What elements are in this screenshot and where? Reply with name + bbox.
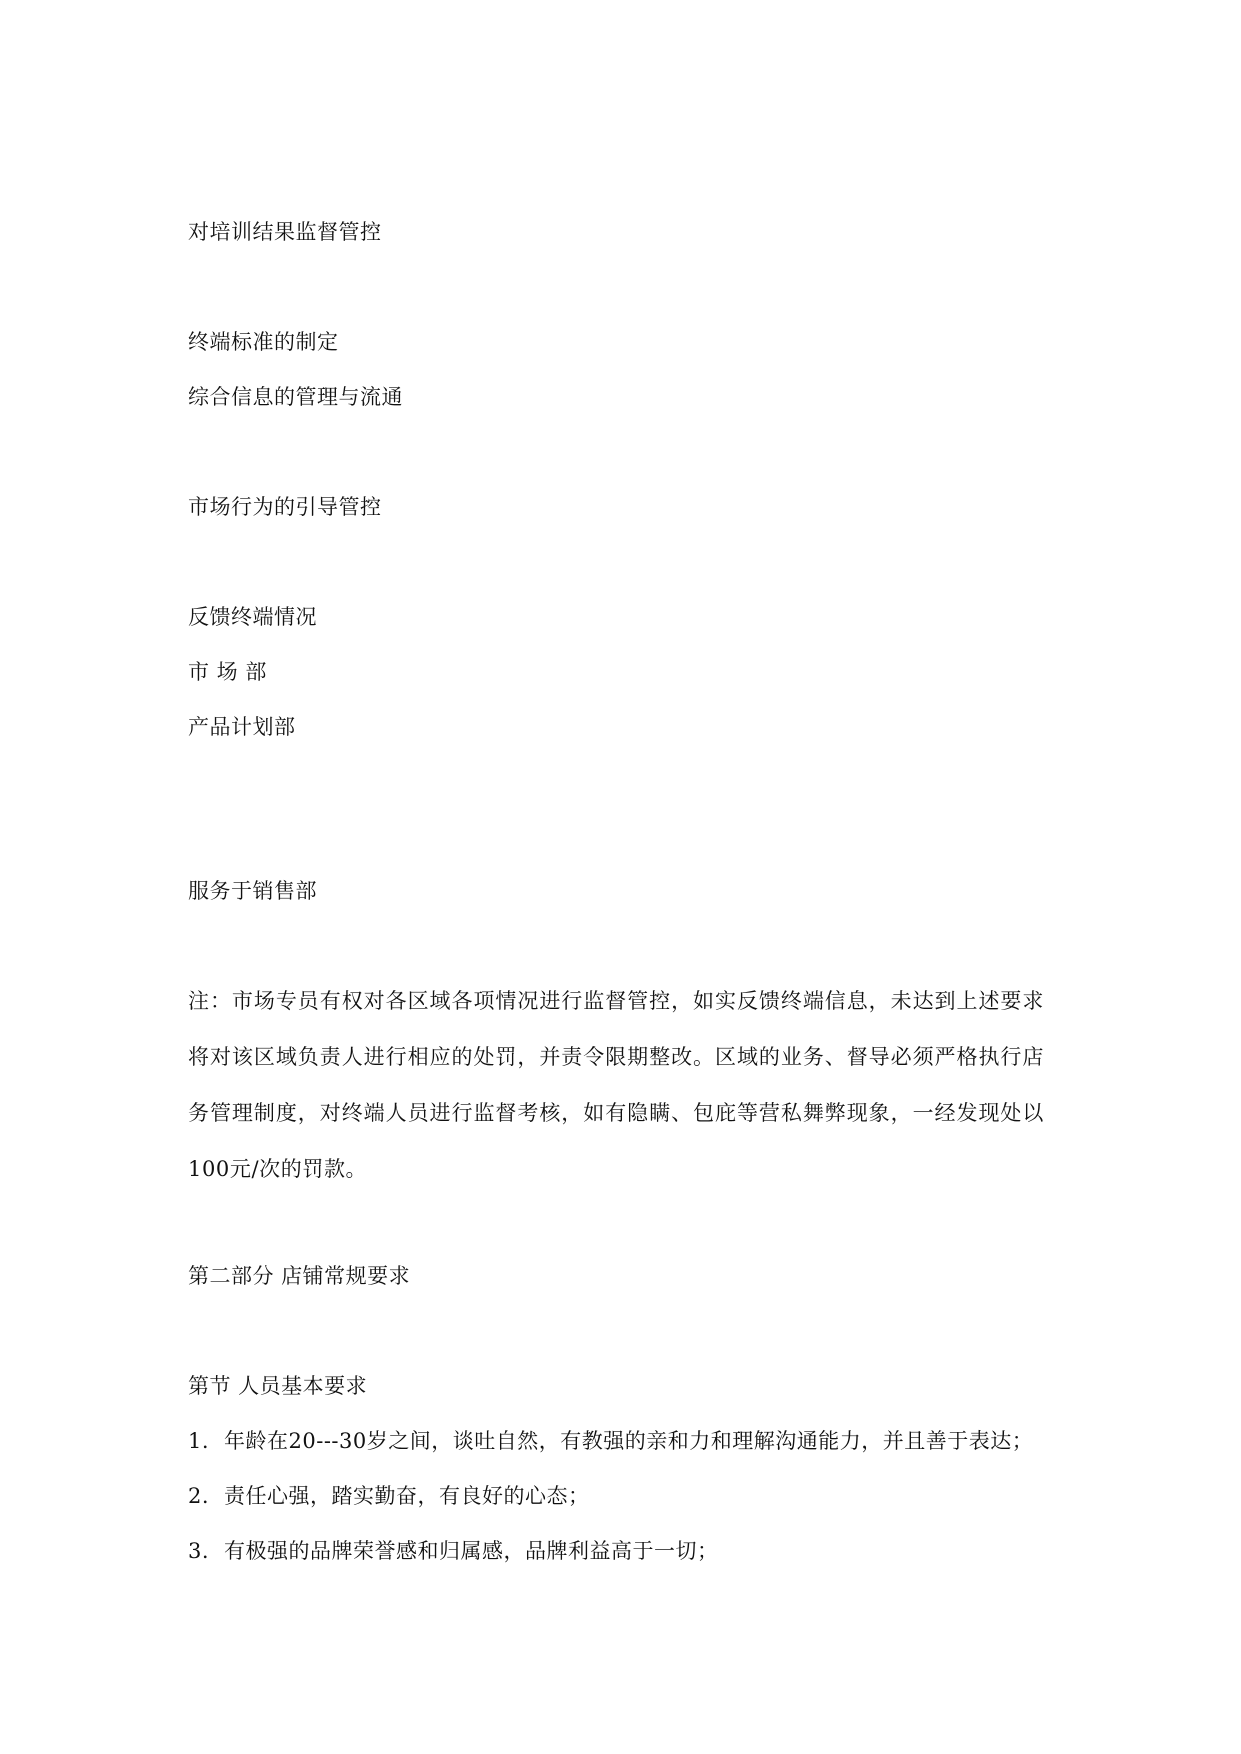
list-item-number: 2. xyxy=(188,1484,210,1508)
list-item-number: 3. xyxy=(188,1539,210,1563)
text-line-marketing-dept: 市 场 部 xyxy=(188,660,267,684)
part-heading: 第二部分 店铺常规要求 xyxy=(188,1264,411,1288)
list-item-text: 有极强的品牌荣誉感和归属感，品牌利益高于一切； xyxy=(224,1539,719,1563)
list-item-number: 1. xyxy=(188,1429,210,1453)
text-line-info-management: 综合信息的管理与流通 xyxy=(188,385,403,409)
text-line-market-behavior: 市场行为的引导管控 xyxy=(188,495,382,519)
list-item xyxy=(188,1482,590,1510)
text-line-feedback-terminal: 反馈终端情况 xyxy=(188,605,317,629)
list-item xyxy=(188,1537,719,1565)
text-line-serve-sales-dept: 服务于销售部 xyxy=(188,879,317,903)
section-heading: 第节 人员基本要求 xyxy=(188,1374,368,1398)
text-line-product-planning-dept: 产品计划部 xyxy=(188,715,296,739)
note-paragraph: 注：市场专员有权对各区域各项情况进行监督管控，如实反馈终端信息，未达到上述要求将对该区域负责人进行相应的处罚，并责令限期整改。区域的业务、督导必须严格执行店务管理制度，对终端人员进行监督考核，如有隐瞒、包庇等营私舞弊现象，一经发现处以100元/次的罚款。 xyxy=(188,989,1044,1181)
list-item xyxy=(188,1427,1033,1455)
list-item-text: 年龄在20---30岁之间，谈吐自然，有教强的亲和力和理解沟通能力，并且善于表达； xyxy=(224,1429,1034,1453)
text-line-terminal-standards: 终端标准的制定 xyxy=(188,330,339,354)
list-item-text: 责任心强，踏实勤奋，有良好的心态； xyxy=(224,1484,590,1508)
text-line-training-supervision: 对培训结果监督管控 xyxy=(188,220,382,244)
